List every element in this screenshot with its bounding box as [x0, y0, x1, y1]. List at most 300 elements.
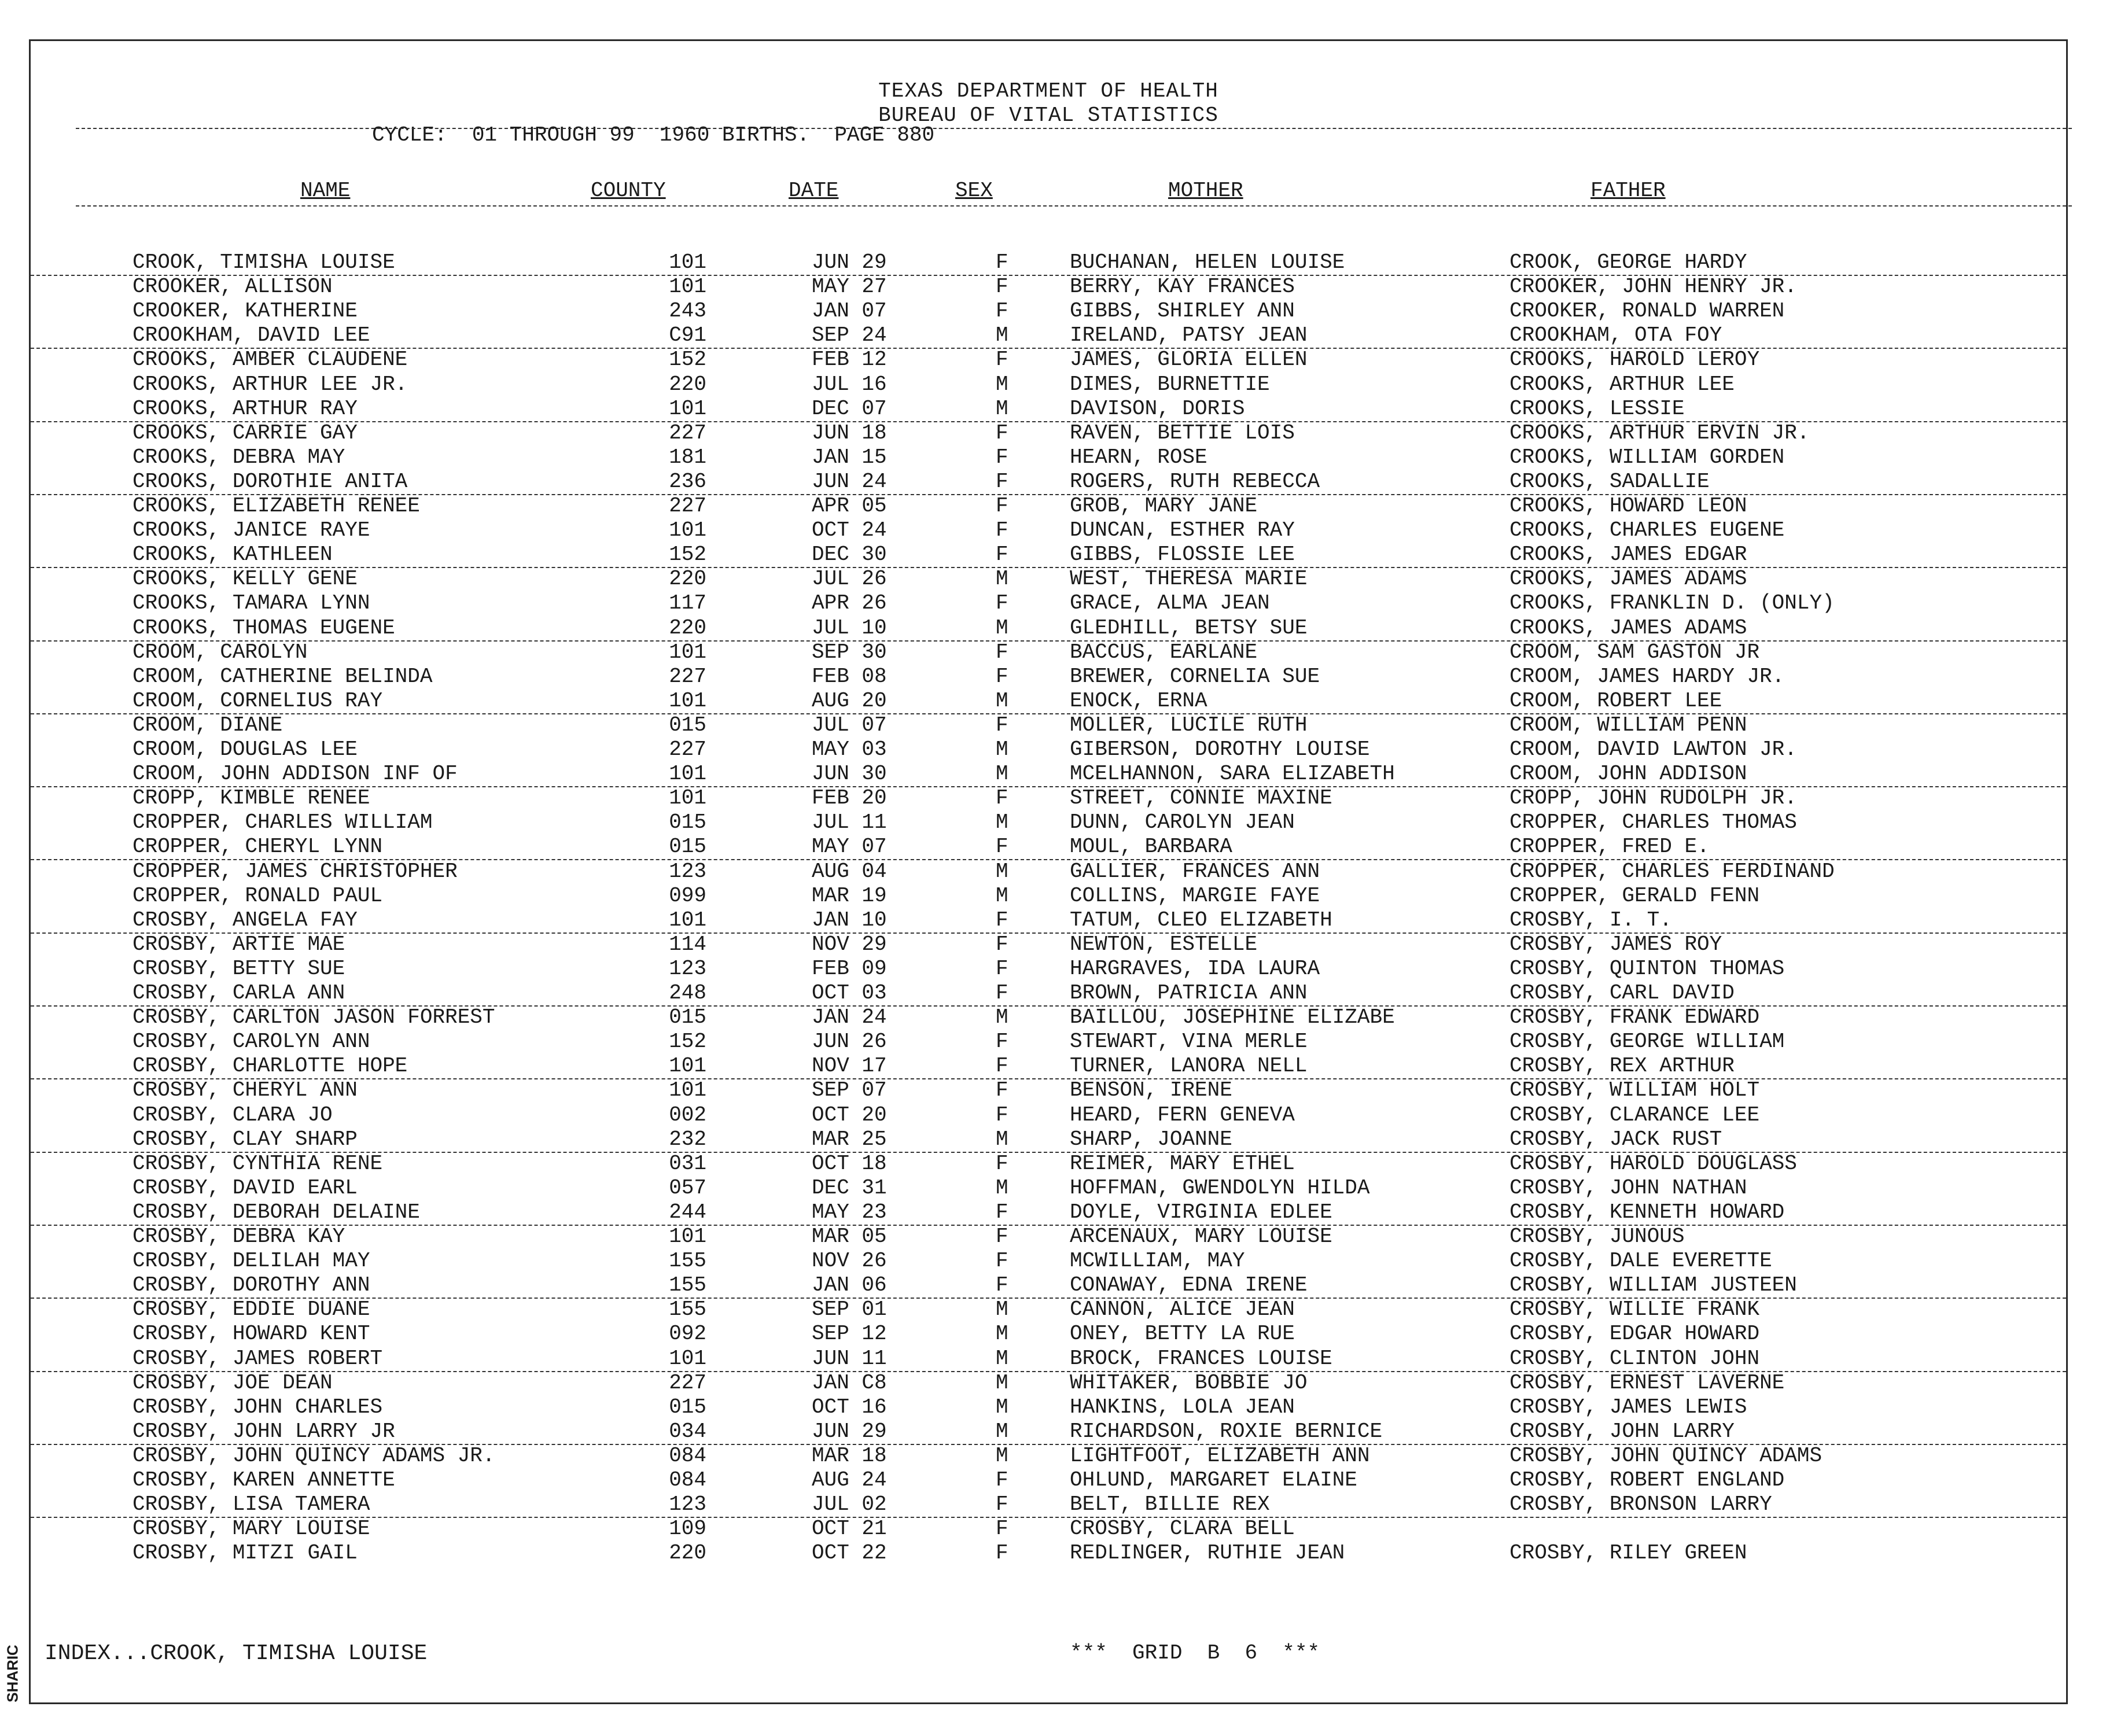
department-title: TEXAS DEPARTMENT OF HEALTH — [878, 79, 1218, 103]
record-mother: RAVEN, BETTIE LOIS — [1070, 421, 1295, 445]
record-name: CROOKS, THOMAS EUGENE — [132, 616, 395, 640]
record-county: 002 — [669, 1103, 706, 1127]
column-header-date: DATE — [789, 179, 839, 202]
record-father: CROSBY, JAMES ROY — [1509, 932, 1722, 956]
record-father: CROSBY, JAMES LEWIS — [1509, 1395, 1747, 1419]
record-father: CROSBY, ROBERT ENGLAND — [1509, 1468, 1785, 1492]
record-row — [31, 470, 2066, 495]
record-mother: REDLINGER, RUTHIE JEAN — [1070, 1541, 1345, 1565]
record-father: CROOKS, HOWARD LEON — [1509, 494, 1747, 518]
record-name: CROOM, DOUGLAS LEE — [132, 738, 358, 761]
record-date: FEB 09 — [812, 957, 887, 981]
record-row — [31, 397, 2066, 422]
record-father: CROSBY, DALE EVERETTE — [1509, 1249, 1772, 1273]
column-header-sex: SEX — [955, 179, 993, 202]
record-county: 101 — [669, 275, 706, 298]
record-mother: DAVISON, DORIS — [1070, 397, 1245, 421]
record-county: 227 — [669, 665, 706, 688]
record-county: 114 — [669, 932, 706, 956]
record-mother: JAMES, GLORIA ELLEN — [1070, 348, 1308, 371]
record-county: 248 — [669, 981, 706, 1005]
record-row — [31, 689, 2066, 714]
record-date: MAY 07 — [812, 835, 887, 858]
record-row — [31, 1103, 2066, 1127]
record-date: MAR 05 — [812, 1225, 887, 1248]
record-date: SEP 12 — [812, 1322, 887, 1346]
record-sex: F — [996, 786, 1008, 810]
record-mother: SHARP, JOANNE — [1070, 1127, 1232, 1151]
record-name: CROOKS, JANICE RAYE — [132, 518, 370, 542]
record-sex: F — [996, 1078, 1008, 1102]
record-row — [31, 1420, 2066, 1445]
record-date: NOV 17 — [812, 1054, 887, 1078]
record-father: CROOM, WILLIAM PENN — [1509, 713, 1747, 737]
record-sex: F — [996, 908, 1008, 932]
record-sex: M — [996, 1005, 1008, 1029]
record-name: CROOM, CATHERINE BELINDA — [132, 665, 433, 688]
column-header-county: COUNTY — [591, 179, 666, 202]
record-name: CROOKER, KATHERINE — [132, 299, 358, 323]
record-name: CROPPER, CHARLES WILLIAM — [132, 810, 433, 834]
record-date: AUG 24 — [812, 1468, 887, 1492]
record-sex: F — [996, 1468, 1008, 1492]
record-county: 152 — [669, 1030, 706, 1053]
record-sex: M — [996, 884, 1008, 908]
record-name: CROPPER, JAMES CHRISTOPHER — [132, 860, 458, 883]
record-mother: MCWILLIAM, MAY — [1070, 1249, 1245, 1273]
record-mother: MCELHANNON, SARA ELIZABETH — [1070, 762, 1395, 786]
record-father: CROPPER, FRED E. — [1509, 835, 1710, 858]
record-name: CROSBY, JOE DEAN — [132, 1371, 333, 1395]
record-date: NOV 29 — [812, 932, 887, 956]
record-row — [31, 981, 2066, 1007]
record-sex: F — [996, 494, 1008, 518]
record-mother: TATUM, CLEO ELIZABETH — [1070, 908, 1332, 932]
record-county: 015 — [669, 713, 706, 737]
record-row — [31, 445, 2066, 470]
record-sex: M — [996, 1420, 1008, 1443]
record-mother: WHITAKER, BOBBIE JO — [1070, 1371, 1308, 1395]
record-father: CROOKS, ARTHUR LEE — [1509, 373, 1735, 396]
record-father: CROOM, SAM GASTON JR — [1509, 640, 1760, 664]
record-mother: BROWN, PATRICIA ANN — [1070, 981, 1308, 1005]
record-name: CROSBY, JOHN LARRY JR — [132, 1420, 395, 1443]
record-father: CROSBY, I. T. — [1509, 908, 1672, 932]
record-father: CROSBY, ERNEST LAVERNE — [1509, 1371, 1785, 1395]
record-father: CROOKS, CHARLES EUGENE — [1509, 518, 1785, 542]
record-row — [31, 810, 2066, 835]
record-mother: MOUL, BARBARA — [1070, 835, 1232, 858]
column-header-mother: MOTHER — [1168, 179, 1243, 202]
record-date: OCT 16 — [812, 1395, 887, 1419]
record-mother: HEARN, ROSE — [1070, 445, 1207, 469]
record-father: CROOKS, JAMES ADAMS — [1509, 616, 1747, 640]
column-header-name: NAME — [300, 179, 351, 202]
record-row — [31, 591, 2066, 615]
record-mother: GALLIER, FRANCES ANN — [1070, 860, 1320, 883]
record-sex: M — [996, 1127, 1008, 1151]
record-mother: CONAWAY, EDNA IRENE — [1070, 1273, 1308, 1297]
record-date: DEC 31 — [812, 1176, 887, 1200]
cycle-line: CYCLE: 01 THROUGH 99 1960 BIRTHS. PAGE 880 — [372, 123, 935, 147]
record-row — [31, 1054, 2066, 1079]
record-name: CROOKS, DOROTHIE ANITA — [132, 470, 408, 493]
record-date: MAY 03 — [812, 738, 887, 761]
record-mother: STREET, CONNIE MAXINE — [1070, 786, 1332, 810]
record-sex: M — [996, 1444, 1008, 1468]
record-sex: F — [996, 1200, 1008, 1224]
record-name: CROSBY, CARLTON JASON FORREST — [132, 1005, 495, 1029]
record-date: DEC 07 — [812, 397, 887, 421]
record-father: CROSBY, JOHN QUINCY ADAMS — [1509, 1444, 1823, 1468]
record-row — [31, 421, 2066, 445]
record-sex: M — [996, 567, 1008, 591]
record-county: 034 — [669, 1420, 706, 1443]
index-footer: INDEX...CROOK, TIMISHA LOUISE — [45, 1641, 428, 1666]
record-date: SEP 07 — [812, 1078, 887, 1102]
record-row — [31, 908, 2066, 934]
record-date: SEP 24 — [812, 323, 887, 347]
record-row — [31, 1176, 2066, 1200]
record-date: OCT 21 — [812, 1517, 887, 1540]
record-sex: F — [996, 640, 1008, 664]
record-name: CROSBY, JAMES ROBERT — [132, 1347, 383, 1370]
record-name: CROSBY, JOHN CHARLES — [132, 1395, 383, 1419]
record-sex: F — [996, 1273, 1008, 1297]
record-row — [31, 299, 2066, 323]
record-name: CROSBY, MARY LOUISE — [132, 1517, 370, 1540]
record-name: CROSBY, CHERYL ANN — [132, 1078, 358, 1102]
record-county: 101 — [669, 689, 706, 713]
record-row — [31, 1492, 2066, 1518]
record-date: APR 05 — [812, 494, 887, 518]
record-mother: GIBERSON, DOROTHY LOUISE — [1070, 738, 1370, 761]
record-county: 015 — [669, 835, 706, 858]
record-name: CROSBY, CHARLOTTE HOPE — [132, 1054, 408, 1078]
record-row — [31, 738, 2066, 762]
record-father: CROSBY, GEORGE WILLIAM — [1509, 1030, 1785, 1053]
record-father: CROOK, GEORGE HARDY — [1509, 250, 1747, 274]
side-label — [1, 1642, 24, 1705]
record-county: 220 — [669, 1541, 706, 1565]
record-mother: DOYLE, VIRGINIA EDLEE — [1070, 1200, 1332, 1224]
record-county: 101 — [669, 908, 706, 932]
record-county: 101 — [669, 250, 706, 274]
record-row — [31, 1347, 2066, 1372]
record-mother: ONEY, BETTY LA RUE — [1070, 1322, 1295, 1346]
record-sex: F — [996, 665, 1008, 688]
record-row — [31, 1225, 2066, 1249]
record-mother: ROGERS, RUTH REBECCA — [1070, 470, 1320, 493]
record-name: CROSBY, MITZI GAIL — [132, 1541, 358, 1565]
record-mother: CANNON, ALICE JEAN — [1070, 1298, 1295, 1321]
record-date: JAN 10 — [812, 908, 887, 932]
record-row — [31, 518, 2066, 543]
record-mother: BENSON, IRENE — [1070, 1078, 1232, 1102]
record-county: 057 — [669, 1176, 706, 1200]
record-sex: F — [996, 1054, 1008, 1078]
record-row — [31, 665, 2066, 689]
record-date: NOV 26 — [812, 1249, 887, 1273]
record-sex: M — [996, 810, 1008, 834]
record-date: OCT 03 — [812, 981, 887, 1005]
record-mother: STEWART, VINA MERLE — [1070, 1030, 1308, 1053]
record-row — [31, 1030, 2066, 1054]
record-county: 220 — [669, 373, 706, 396]
record-sex: F — [996, 445, 1008, 469]
record-name: CROPPER, CHERYL LYNN — [132, 835, 383, 858]
record-county: 084 — [669, 1468, 706, 1492]
record-father: CROSBY, JOHN NATHAN — [1509, 1176, 1747, 1200]
record-father: CROSBY, CLARANCE LEE — [1509, 1103, 1760, 1127]
record-county: 155 — [669, 1298, 706, 1321]
record-county: 155 — [669, 1273, 706, 1297]
record-mother: MOLLER, LUCILE RUTH — [1070, 713, 1308, 737]
record-father: CROOKS, WILLIAM GORDEN — [1509, 445, 1785, 469]
record-date: JUN 29 — [812, 1420, 887, 1443]
record-sex: F — [996, 518, 1008, 542]
record-name: CROOKS, CARRIE GAY — [132, 421, 358, 445]
record-mother: BACCUS, EARLANE — [1070, 640, 1258, 664]
record-sex: M — [996, 1347, 1008, 1370]
record-father: CROOM, JOHN ADDISON — [1509, 762, 1747, 786]
record-row — [31, 250, 2066, 276]
record-row — [31, 323, 2066, 349]
record-mother: RICHARDSON, ROXIE BERNICE — [1070, 1420, 1383, 1443]
record-row — [31, 1468, 2066, 1492]
record-county: 101 — [669, 397, 706, 421]
record-mother: HOFFMAN, GWENDOLYN HILDA — [1070, 1176, 1370, 1200]
record-row — [31, 1395, 2066, 1420]
record-date: AUG 20 — [812, 689, 887, 713]
record-date: JUL 26 — [812, 567, 887, 591]
record-name: CROSBY, CLAY SHARP — [132, 1127, 358, 1151]
record-sex: F — [996, 299, 1008, 323]
record-mother: LIGHTFOOT, ELIZABETH ANN — [1070, 1444, 1370, 1468]
record-county: 015 — [669, 1005, 706, 1029]
record-date: FEB 20 — [812, 786, 887, 810]
record-date: JAN 06 — [812, 1273, 887, 1297]
record-county: 101 — [669, 1347, 706, 1370]
record-date: JUN 24 — [812, 470, 887, 493]
record-father: CROOKS, SADALLIE — [1509, 470, 1710, 493]
record-father: CROOM, DAVID LAWTON JR. — [1509, 738, 1797, 761]
record-sex: F — [996, 932, 1008, 956]
record-county: 152 — [669, 543, 706, 566]
record-mother: BUCHANAN, HELEN LOUISE — [1070, 250, 1345, 274]
record-name: CROOKS, AMBER CLAUDENE — [132, 348, 408, 371]
record-mother: GIBBS, SHIRLEY ANN — [1070, 299, 1295, 323]
record-row — [31, 1078, 2066, 1103]
record-date: MAR 19 — [812, 884, 887, 908]
record-name: CROSBY, DEBRA KAY — [132, 1225, 345, 1248]
record-name: CROSBY, LISA TAMERA — [132, 1492, 370, 1516]
record-date: JAN 07 — [812, 299, 887, 323]
record-date: JUN 29 — [812, 250, 887, 274]
record-sex: M — [996, 1176, 1008, 1200]
record-row — [31, 860, 2066, 884]
record-county: 015 — [669, 810, 706, 834]
record-mother: WEST, THERESA MARIE — [1070, 567, 1308, 591]
record-county: 101 — [669, 786, 706, 810]
record-father: CROOM, JAMES HARDY JR. — [1509, 665, 1785, 688]
record-father: CROPP, JOHN RUDOLPH JR. — [1509, 786, 1797, 810]
record-name: CROOKER, ALLISON — [132, 275, 333, 298]
record-name: CROOKS, ARTHUR RAY — [132, 397, 358, 421]
record-date: JUN 11 — [812, 1347, 887, 1370]
record-row — [31, 1273, 2066, 1299]
record-row — [31, 1005, 2066, 1030]
record-sex: F — [996, 250, 1008, 274]
record-mother: NEWTON, ESTELLE — [1070, 932, 1258, 956]
record-date: FEB 08 — [812, 665, 887, 688]
record-mother: REIMER, MARY ETHEL — [1070, 1152, 1295, 1175]
record-father: CROOKS, FRANKLIN D. (ONLY) — [1509, 591, 1835, 615]
record-father: CROOKER, JOHN HENRY JR. — [1509, 275, 1797, 298]
record-date: OCT 18 — [812, 1152, 887, 1175]
record-name: CROOM, JOHN ADDISON INF OF — [132, 762, 458, 786]
record-row — [31, 762, 2066, 787]
record-father: CROSBY, KENNETH HOWARD — [1509, 1200, 1785, 1224]
record-sex: F — [996, 1030, 1008, 1053]
record-name: CROSBY, DEBORAH DELAINE — [132, 1200, 420, 1224]
bureau-title: BUREAU OF VITAL STATISTICS — [878, 104, 1218, 127]
record-row — [31, 373, 2066, 397]
record-name: CROSBY, DOROTHY ANN — [132, 1273, 370, 1297]
record-county: 181 — [669, 445, 706, 469]
record-county: 123 — [669, 1492, 706, 1516]
record-sex: M — [996, 689, 1008, 713]
record-row — [31, 1444, 2066, 1468]
record-county: 101 — [669, 1225, 706, 1248]
record-county: 243 — [669, 299, 706, 323]
record-county: 015 — [669, 1395, 706, 1419]
record-name: CROOKS, KELLY GENE — [132, 567, 358, 591]
record-sex: M — [996, 616, 1008, 640]
record-date: OCT 22 — [812, 1541, 887, 1565]
record-date: JUN 26 — [812, 1030, 887, 1053]
record-row — [31, 1298, 2066, 1322]
record-row — [31, 1249, 2066, 1273]
record-row — [31, 494, 2066, 518]
record-county: 227 — [669, 738, 706, 761]
record-name: CROSBY, CAROLYN ANN — [132, 1030, 370, 1053]
record-row — [31, 835, 2066, 860]
record-date: SEP 30 — [812, 640, 887, 664]
record-name: CROOKS, ELIZABETH RENEE — [132, 494, 420, 518]
record-father: CROOKS, ARTHUR ERVIN JR. — [1509, 421, 1810, 445]
column-header-rule — [76, 205, 2072, 207]
record-county: 109 — [669, 1517, 706, 1540]
record-sex: F — [996, 1517, 1008, 1540]
record-county: 227 — [669, 494, 706, 518]
record-county: 101 — [669, 1054, 706, 1078]
record-father: CROPPER, GERALD FENN — [1509, 884, 1760, 908]
record-sex: M — [996, 397, 1008, 421]
record-sex: F — [996, 1249, 1008, 1273]
record-date: JUL 10 — [812, 616, 887, 640]
record-father: CROOM, ROBERT LEE — [1509, 689, 1722, 713]
record-sex: F — [996, 713, 1008, 737]
record-sex: M — [996, 860, 1008, 883]
record-sex: F — [996, 470, 1008, 493]
column-header-father: FATHER — [1590, 179, 1666, 202]
record-father: CROOKHAM, OTA FOY — [1509, 323, 1722, 347]
record-row — [31, 348, 2066, 372]
record-county: 101 — [669, 640, 706, 664]
record-mother: HEARD, FERN GENEVA — [1070, 1103, 1295, 1127]
record-father: CROSBY, JUNOUS — [1509, 1225, 1685, 1248]
record-name: CROSBY, DAVID EARL — [132, 1176, 358, 1200]
record-county: 227 — [669, 1371, 706, 1395]
record-row — [31, 713, 2066, 738]
record-name: CROOKS, ARTHUR LEE JR. — [132, 373, 408, 396]
record-mother: GIBBS, FLOSSIE LEE — [1070, 543, 1295, 566]
record-name: CROOK, TIMISHA LOUISE — [132, 250, 395, 274]
record-father: CROSBY, CLINTON JOHN — [1509, 1347, 1760, 1370]
record-father: CROSBY, REX ARTHUR — [1509, 1054, 1735, 1078]
record-mother: COLLINS, MARGIE FAYE — [1070, 884, 1320, 908]
record-county: 101 — [669, 1078, 706, 1102]
record-date: OCT 24 — [812, 518, 887, 542]
record-date: MAR 25 — [812, 1127, 887, 1151]
record-name: CROSBY, CLARA JO — [132, 1103, 333, 1127]
record-father: CROSBY, HAROLD DOUGLASS — [1509, 1152, 1797, 1175]
record-county: 155 — [669, 1249, 706, 1273]
record-mother: BROCK, FRANCES LOUISE — [1070, 1347, 1332, 1370]
record-father: CROSBY, WILLIAM JUSTEEN — [1509, 1273, 1797, 1297]
record-row — [31, 786, 2066, 810]
record-father: CROSBY, RILEY GREEN — [1509, 1541, 1747, 1565]
record-date: AUG 04 — [812, 860, 887, 883]
record-name: CROSBY, BETTY SUE — [132, 957, 345, 981]
record-county: 244 — [669, 1200, 706, 1224]
record-row — [31, 640, 2066, 665]
header-rule — [76, 128, 2072, 129]
record-mother: HANKINS, LOLA JEAN — [1070, 1395, 1295, 1419]
record-mother: HARGRAVES, IDA LAURA — [1070, 957, 1320, 981]
record-sex: F — [996, 1152, 1008, 1175]
record-mother: GRACE, ALMA JEAN — [1070, 591, 1270, 615]
record-county: 220 — [669, 616, 706, 640]
record-county: 031 — [669, 1152, 706, 1175]
record-mother: GLEDHILL, BETSY SUE — [1070, 616, 1308, 640]
record-mother: TURNER, LANORA NELL — [1070, 1054, 1308, 1078]
record-mother: BELT, BILLIE REX — [1070, 1492, 1270, 1516]
record-row — [31, 957, 2066, 981]
record-father: CROSBY, WILLIAM HOLT — [1509, 1078, 1760, 1102]
record-date: DEC 30 — [812, 543, 887, 566]
record-name: CROSBY, EDDIE DUANE — [132, 1298, 370, 1321]
record-sheet — [29, 39, 2068, 1704]
record-mother: CROSBY, CLARA BELL — [1070, 1517, 1295, 1540]
record-mother: ARCENAUX, MARY LOUISE — [1070, 1225, 1332, 1248]
record-name: CROPP, KIMBLE RENEE — [132, 786, 370, 810]
record-date: MAY 23 — [812, 1200, 887, 1224]
record-name: CROSBY, KAREN ANNETTE — [132, 1468, 395, 1492]
record-date: SEP 01 — [812, 1298, 887, 1321]
record-sex: F — [996, 421, 1008, 445]
record-name: CROSBY, ANGELA FAY — [132, 908, 358, 932]
record-county: 101 — [669, 762, 706, 786]
record-father: CROSBY, JOHN LARRY — [1509, 1420, 1735, 1443]
record-county: 232 — [669, 1127, 706, 1151]
record-sex: F — [996, 1492, 1008, 1516]
record-name: CROSBY, CARLA ANN — [132, 981, 345, 1005]
record-county: 227 — [669, 421, 706, 445]
record-county: 099 — [669, 884, 706, 908]
record-row — [31, 543, 2066, 568]
